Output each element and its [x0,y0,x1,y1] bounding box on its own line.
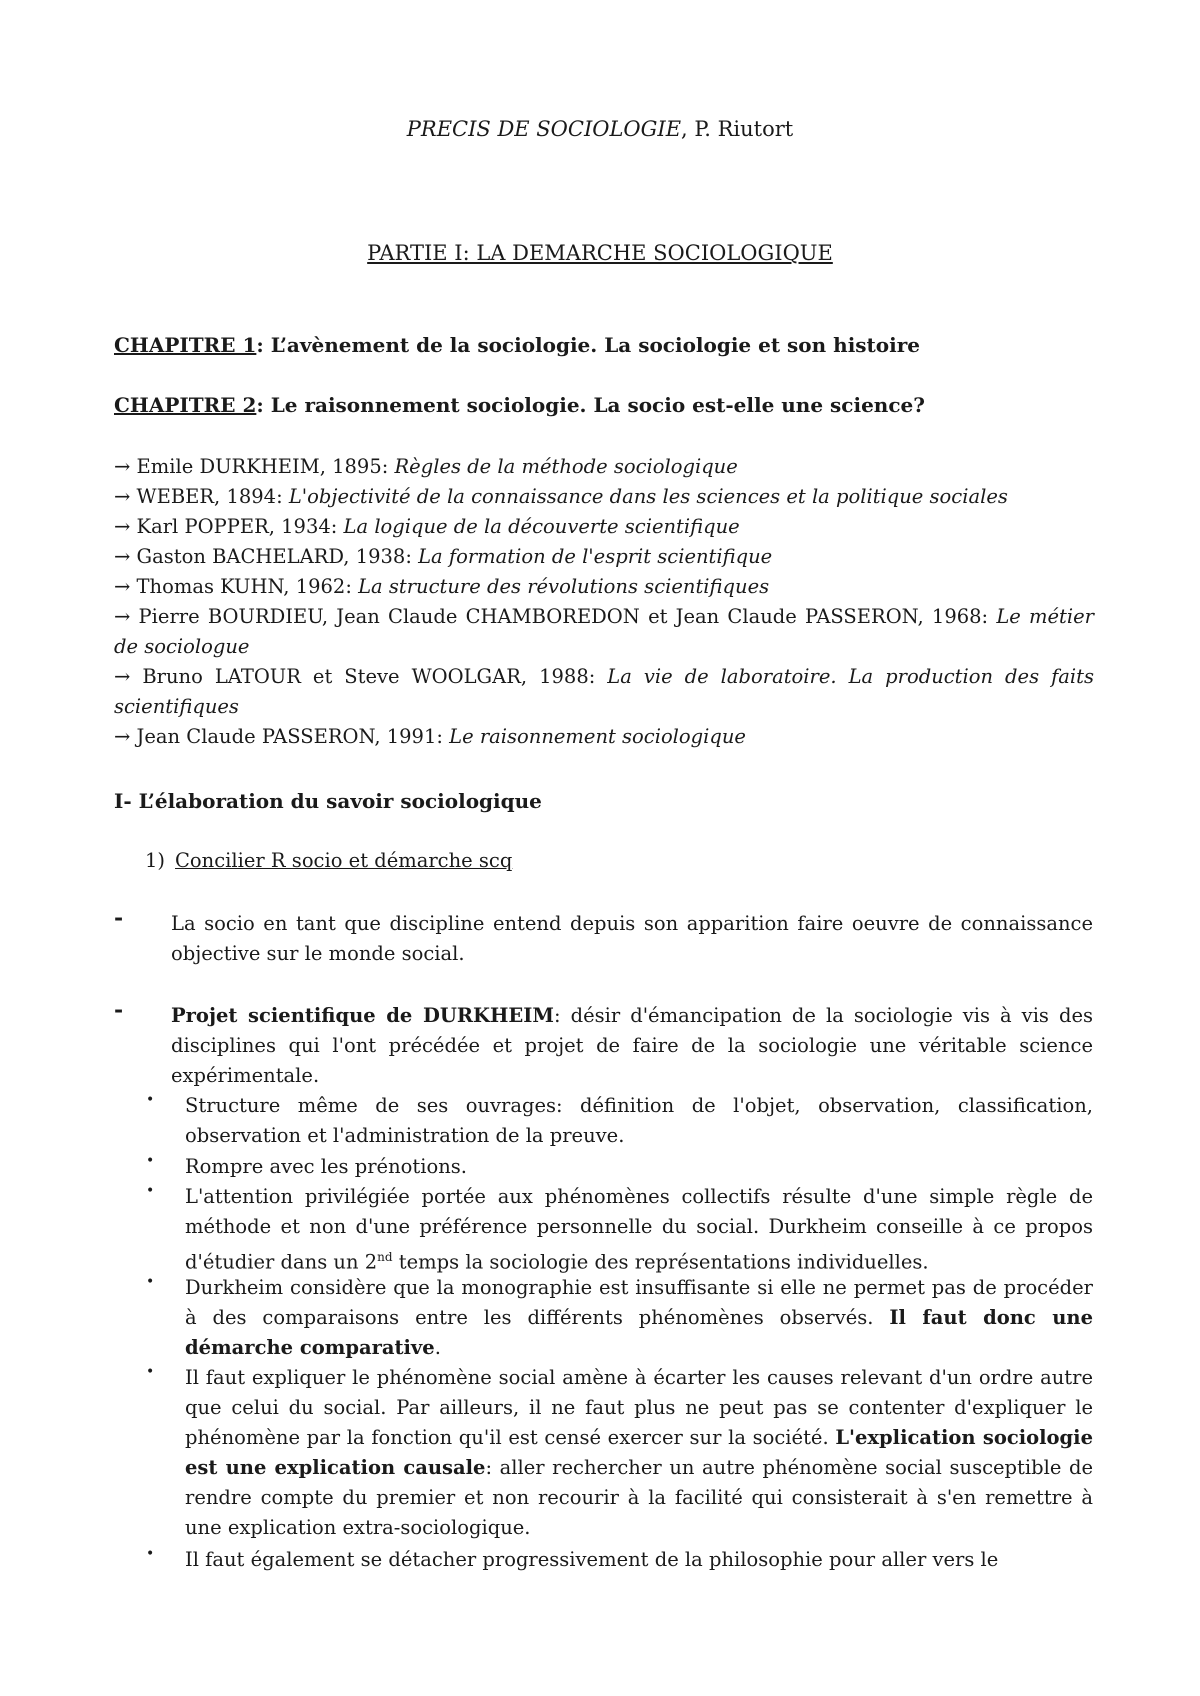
bullet-item-5: Il faut expliquer le phénomène social amène à écarter les causes relevant d'un ordre autre que celui du social. Par ailleurs, il ne faut plus ne peut pas se contenter d'expliquer le phénomène par la fonction qu'il est censé exercer sur la société. L'explication sociologie est une explication causale: aller rechercher un autre phénomène social susceptible de rendre compte du premier et non recourir à la facilité qui consisterait à s'en remettre à une explication extra-sociologique. [185,1366,1093,1539]
paragraph-1: La socio en tant que discipline entend depuis son apparition faire oeuvre de connaissance objective sur le monde social. [171,912,1093,965]
bullet-icon: • [146,1364,155,1380]
chapter-1-label: CHAPITRE 1 [114,333,257,357]
bullet-icon: • [146,1153,155,1169]
chapter-2-label: CHAPITRE 2 [114,393,257,417]
partie-heading: PARTIE I: LA DEMARCHE SOCIOLOGIQUE [367,241,833,265]
section-heading: I- L’élaboration du savoir sociologique [114,789,542,813]
bullet-item-4: Durkheim considère que la monographie est insuffisante si elle ne permet pas de procéder à des comparaisons entre les différents phénomènes observés. Il faut donc une démarche comparative. [185,1276,1094,1359]
dash-marker: - [114,905,124,931]
bullet-icon: • [146,1546,155,1562]
reference-item: → Emile DURKHEIM, 1895: Règles de la méthode sociologique [114,455,738,478]
book-author: , P. Riutort [681,117,794,141]
bullet-item-1: Structure même de ses ouvrages: définition de l'objet, observation, classification, observation et l'administration de la preuve. [185,1094,1093,1147]
bullet-item-3: L'attention privilégiée portée aux phénomènes collectifs résulte d'une simple règle de méthode et non d'une préférence personnelle du social. Durkheim conseille à ce propos d'étudier dans un 2nd temps la sociologie des représentations individuelles. [185,1185,1093,1274]
dash-marker: - [114,997,124,1023]
reference-list [114,452,1094,752]
bullet-icon: • [146,1092,155,1108]
subsection-number: 1) [145,849,166,872]
document-title [0,117,1200,141]
reference-item: → Thomas KUHN, 1962: La structure des révolutions scientifiques [114,575,770,598]
bullet-icon: • [146,1274,155,1290]
reference-item: → Bruno LATOUR et Steve WOOLGAR, 1988: La vie de laboratoire. La production des faits scientifiques [114,665,1094,718]
bullet-item-6: Il faut également se détacher progressivement de la philosophie pour aller vers le [185,1548,999,1571]
paragraph-2-lead: Projet scientifique de DURKHEIM [171,1004,555,1027]
paragraph-2: Projet scientifique de DURKHEIM: désir d'émancipation de la sociologie vis à vis des disciplines qui l'ont précédée et projet de faire de la sociologie une véritable science expérimentale. [171,1004,1093,1087]
bullet-item-2: Rompre avec les prénotions. [185,1155,467,1178]
subsection-heading [145,849,512,872]
book-title: PRECIS DE SOCIOLOGIE [406,117,682,141]
subsection-title: Concilier R socio et démarche scq [175,849,513,872]
reference-item: → WEBER, 1894: L'objectivité de la connaissance dans les sciences et la politique sociales [114,485,1008,508]
chapter-1-heading [114,333,920,357]
bullet-icon: • [146,1183,155,1199]
chapter-2-heading [114,393,925,417]
reference-item: → Gaston BACHELARD, 1938: La formation de l'esprit scientifique [114,545,773,568]
reference-item: → Karl POPPER, 1934: La logique de la découverte scientifique [114,515,740,538]
chapter-1-title: : L’avènement de la sociologie. La sociologie et son histoire [256,333,920,357]
reference-item: → Jean Claude PASSERON, 1991: Le raisonnement sociologique [114,725,746,748]
chapter-2-title: : Le raisonnement sociologie. La socio est-elle une science? [256,393,925,417]
reference-item: → Pierre BOURDIEU, Jean Claude CHAMBOREDON et Jean Claude PASSERON, 1968: Le métier de sociologue [114,605,1094,658]
